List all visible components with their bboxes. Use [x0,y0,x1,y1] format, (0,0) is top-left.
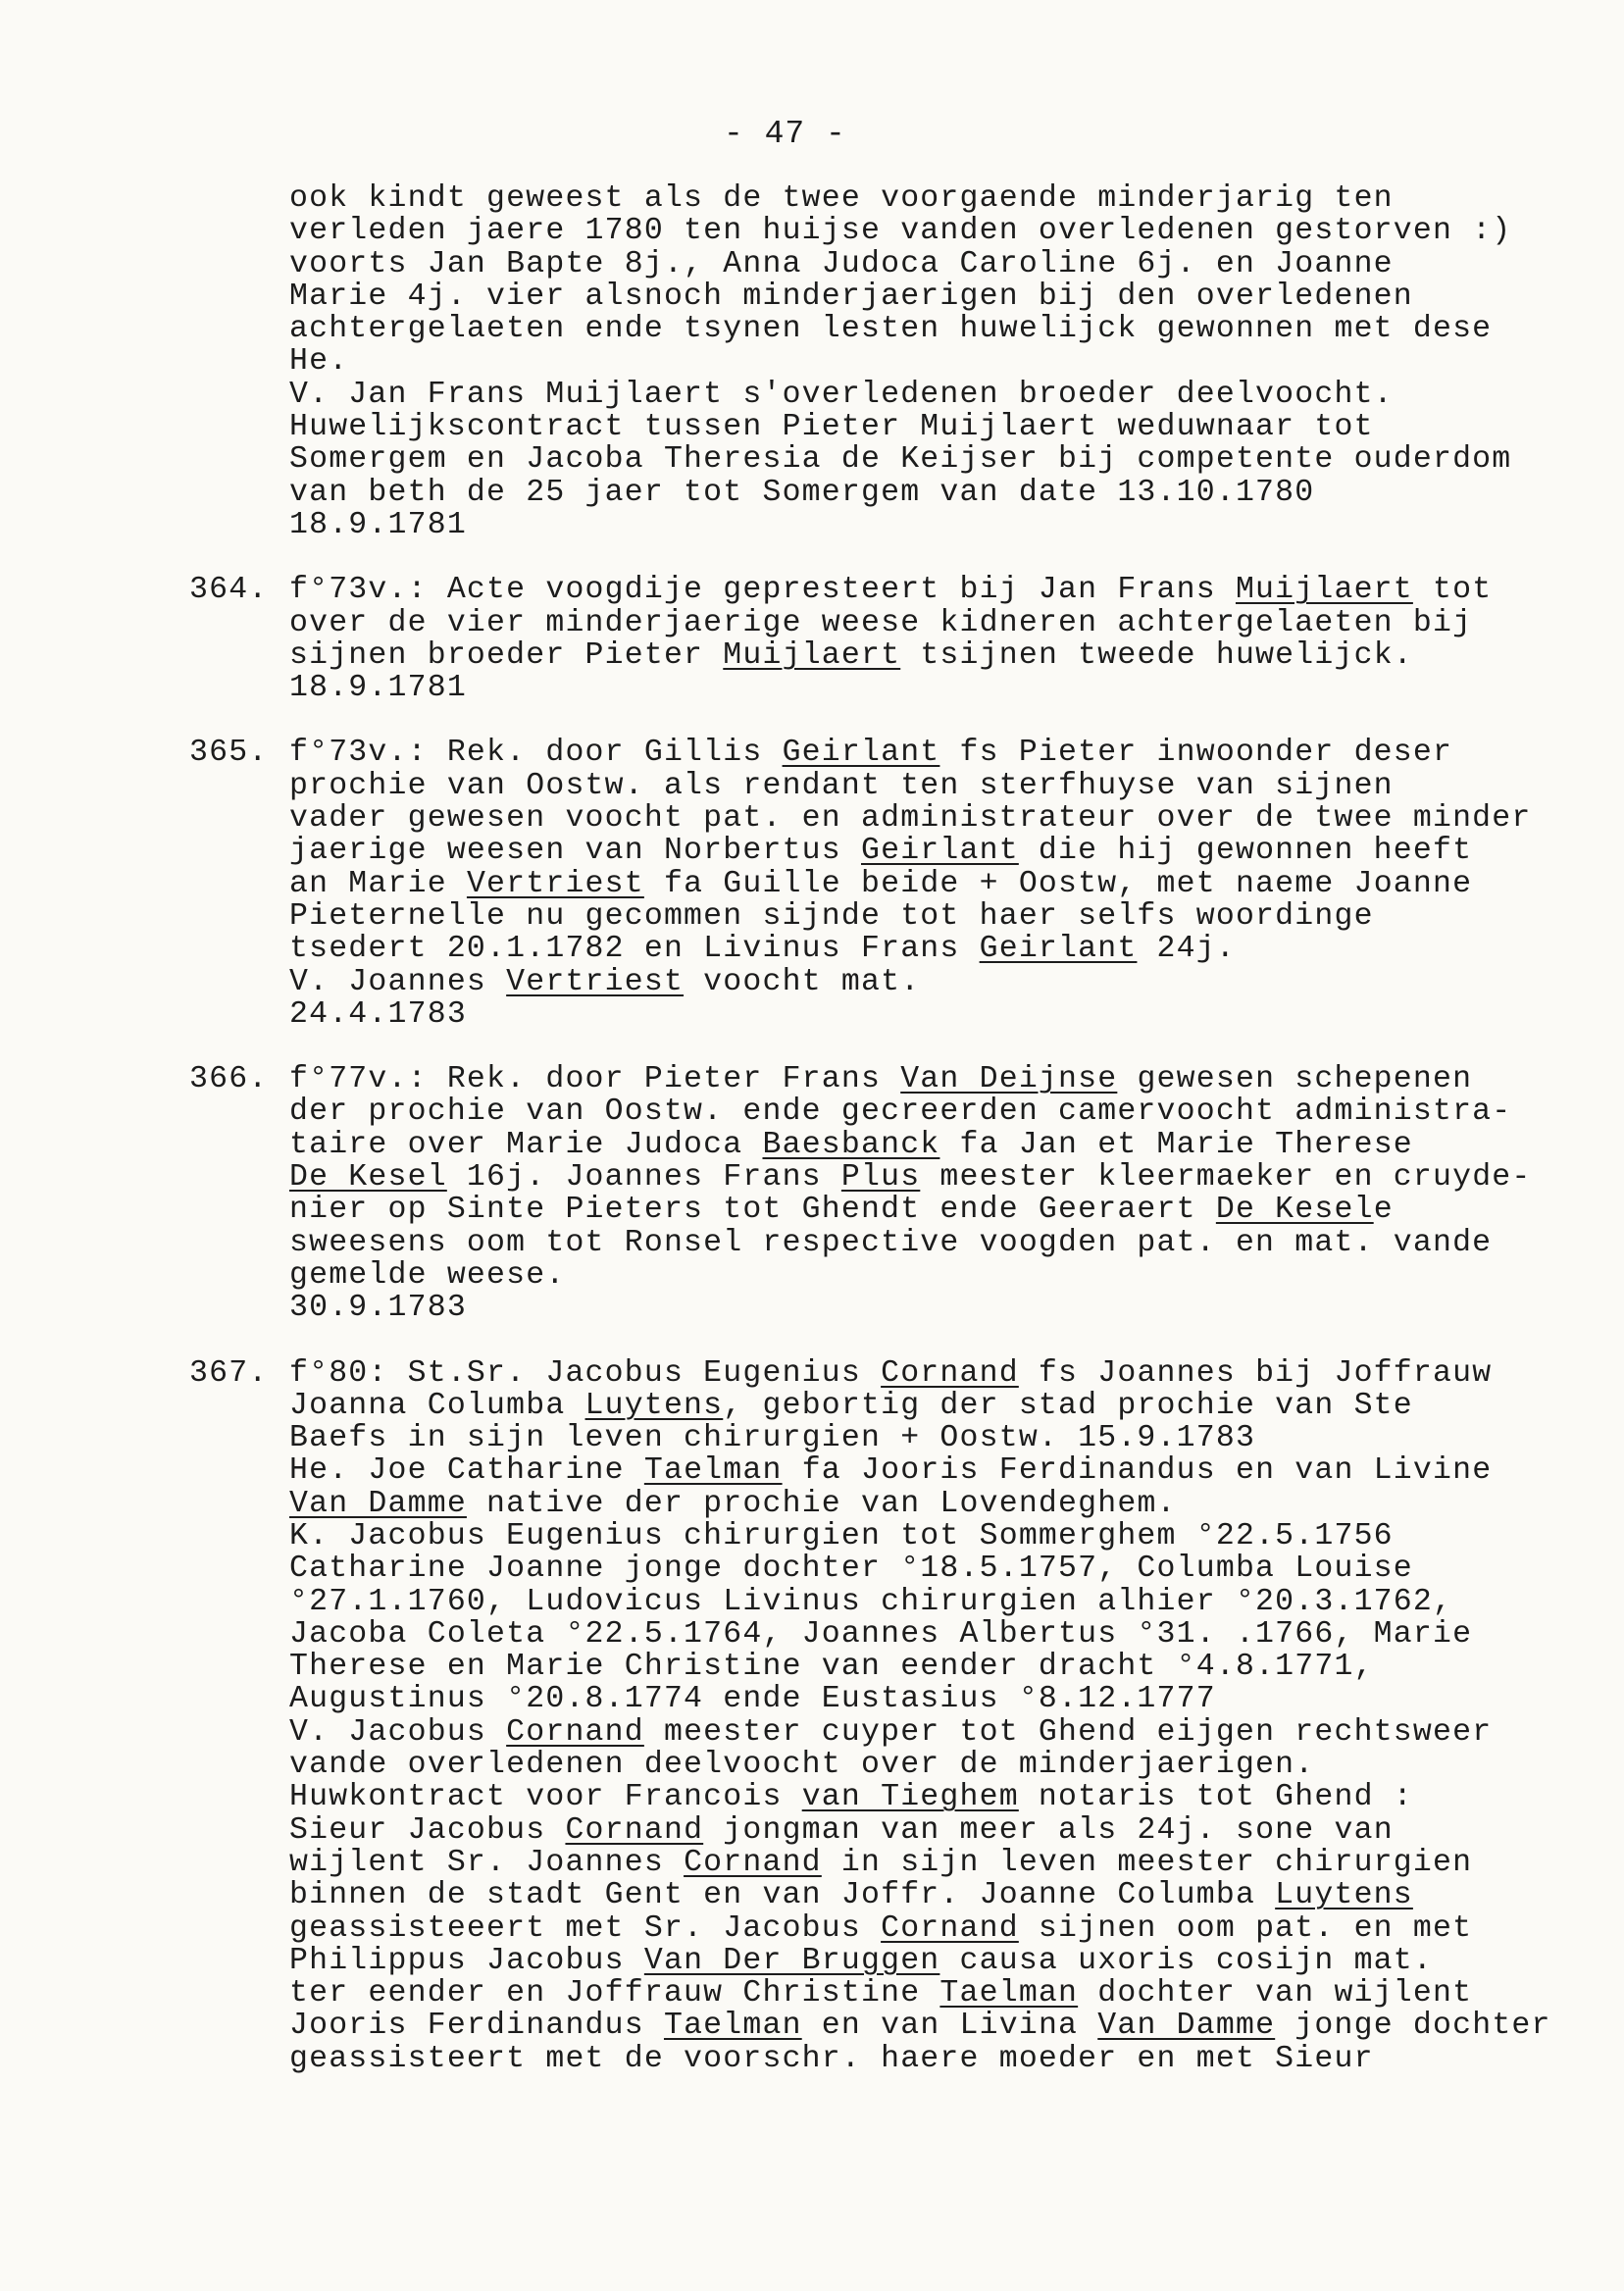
text-line: 30.9.1783 [289,1291,467,1326]
text-line: Van Damme native der prochie van Lovendeghem. [289,1486,1177,1521]
underlined-name: Geirlant [861,834,1019,869]
text-line: ter eender en Joffrauw Christine Taelman dochter van wijlent [289,1976,1473,2011]
text-line: prochie van Oostw. als rendant ten sterfhuyse van sijnen [289,768,1394,803]
text-line: van beth de 25 jaer tot Somergem van date 13.10.1780 [289,475,1315,510]
entry [189,573,1584,706]
text-line: Augustinus °20.8.1774 ende Eustasius °8.12.1777 [289,1682,1216,1717]
page-number: - 47 - [724,116,846,152]
underlined-name: Taelman [939,1976,1079,2011]
text-line: achtergelaeten ende tsynen lesten huwelijck gewonnen met dese [289,312,1493,347]
underlined-name: Van Deijnse [900,1062,1118,1097]
text-line: V. Jacobus Cornand meester cuyper tot Ghend eijgen rechtsweer [289,1714,1493,1750]
underlined-name: van Tieghem [801,1780,1019,1815]
text-line: Huwelijkscontract tussen Pieter Muijlaert weduwnaar tot [289,410,1374,445]
text-line: vande overledenen deelvoocht over de minderjaerigen. [289,1748,1315,1783]
text-line: 18.9.1781 [289,671,467,706]
text-line: V. Jan Frans Muijlaert s'overledenen broeder deelvoocht. [289,377,1394,412]
text-line: verleden jaere 1780 ten huijse vanden overledenen gestorven :) [289,214,1512,249]
text-line: Therese en Marie Christine van eender dracht °4.8.1771, [289,1650,1374,1685]
text-line: tsedert 20.1.1782 en Livinus Frans Geirlant 24j. [289,932,1236,967]
underlined-name: Van Damme [289,1486,467,1521]
text-line: Catharine Joanne jonge dochter °18.5.1757, Columba Louise [289,1552,1413,1587]
text-line: jaerige weesen van Norbertus Geirlant die hij gewonnen heeft [289,834,1473,869]
entry-number: 365. [189,736,269,771]
underlined-name: Cornand [565,1812,704,1848]
underlined-name: Luytens [584,1388,724,1423]
text-line: nier op Sinte Pieters tot Ghendt ende Geeraert De Kesele [289,1193,1394,1228]
text-line: Baefs in sijn leven chirurgien + Oostw. 15.9.1783 [289,1421,1256,1456]
text-line: over de vier minderjaerige weese kidneren achtergelaeten bij [289,605,1473,640]
entry-number: 366. [189,1062,269,1097]
underlined-name: Taelman [663,2009,802,2044]
underlined-name: Van Der Bruggen [643,1943,940,1978]
text-line: Sieur Jacobus Cornand jongman van meer als 24j. sone van [289,1812,1394,1848]
text-line: f°80: St.Sr. Jacobus Eugenius Cornand fs Joannes bij Joffrauw [289,1355,1493,1391]
text-line: der prochie van Oostw. ende gecreerden camervoocht administra- [289,1095,1512,1130]
underlined-name: Muijlaert [1235,573,1413,608]
text-line: binnen de stadt Gent en van Joffr. Joanne Columba Luytens [289,1878,1413,1913]
text-line: vader gewesen voocht pat. en administrateur over de twee minder [289,801,1532,837]
underlined-name: Geirlant [782,736,940,771]
text-line: De Kesel 16j. Joannes Frans Plus meester kleermaeker en cruyde- [289,1160,1532,1196]
entry-number: 367. [189,1355,269,1391]
text-line: He. [289,344,349,380]
text-line: Huwkontract voor Francois van Tieghem notaris tot Ghend : [289,1780,1413,1815]
text-line: Joanna Columba Luytens, gebortig der stad prochie van Ste [289,1388,1413,1423]
entry-list [189,573,1584,2076]
text-line: Somergem en Jacoba Theresia de Keijser bij competente ouderdom [289,442,1512,478]
text-line: f°73v.: Rek. door Gillis Geirlant fs Pieter inwoonder deser [289,736,1453,771]
text-line: wijlent Sr. Joannes Cornand in sijn leven meester chirurgien [289,1845,1473,1880]
underlined-name: Cornand [506,1714,644,1750]
text-line: f°77v.: Rek. door Pieter Frans Van Deijnse gewesen schepenen [289,1062,1473,1097]
text-line: Pieternelle nu gecommen sijnde tot haer selfs woordinge [289,898,1374,934]
text-line: sweesens oom tot Ronsel respective voogden pat. en mat. vande [289,1225,1493,1260]
underlined-name: De Kesel [289,1160,447,1196]
text-line: 24.4.1783 [289,996,467,1032]
underlined-name: Luytens [1275,1878,1413,1913]
underlined-name: Cornand [881,1355,1019,1391]
text-line: Marie 4j. vier alsnoch minderjaerigen bij den overledenen [289,279,1413,314]
underlined-name: De Kesel [1215,1193,1374,1228]
text-line: He. Joe Catharine Taelman fa Jooris Ferdinandus en van Livine [289,1453,1493,1489]
underlined-name: Cornand [684,1845,822,1880]
underlined-name: Plus [840,1160,921,1196]
text-line: ook kindt geweest als de twee voorgaende minderjarig ten [289,181,1394,216]
underlined-name: Van Damme [1097,2009,1276,2044]
text-line: 18.9.1781 [289,507,467,542]
text-line: an Marie Vertriest fa Guille beide + Oostw, met naeme Joanne [289,866,1473,901]
text-line: geassisteert met de voorschr. haere moeder en met Sieur [289,2041,1374,2076]
entry [189,736,1584,1032]
text-line: V. Joannes Vertriest voocht mat. [289,964,921,999]
continuation-paragraph [289,182,1584,541]
text-line: sijnen broeder Pieter Muijlaert tsijnen tweede huwelijck. [289,637,1413,673]
text-line: geassisteeert met Sr. Jacobus Cornand sijnen oom pat. en met [289,1910,1473,1946]
entry [189,1062,1584,1326]
text-line: Philippus Jacobus Van Der Bruggen causa uxoris cosijn mat. [289,1943,1433,1978]
underlined-name: Taelman [643,1453,783,1489]
underlined-name: Vertriest [466,866,644,901]
text-line: Jooris Ferdinandus Taelman en van Livina Van Damme jonge dochter [289,2009,1551,2044]
underlined-name: Geirlant [979,932,1138,967]
text-line: taire over Marie Judoca Baesbanck fa Jan et Marie Therese [289,1127,1413,1162]
document-body [189,181,1584,2076]
entry [189,1355,1584,2076]
text-line: f°73v.: Acte voogdije gepresteert bij Jan Frans Muijlaert tot [289,573,1493,608]
text-line: gemelde weese. [289,1257,566,1293]
text-line: °27.1.1760, Ludovicus Livinus chirurgien alhier °20.3.1762, [289,1584,1453,1619]
underlined-name: Muijlaert [723,637,901,673]
entry-number: 364. [189,573,269,608]
underlined-name: Baesbanck [762,1127,940,1162]
underlined-name: Cornand [881,1910,1019,1946]
text-line: K. Jacobus Eugenius chirurgien tot Sommerghem °22.5.1756 [289,1518,1394,1553]
text-line: voorts Jan Bapte 8j., Anna Judoca Caroline 6j. en Joanne [289,246,1394,281]
underlined-name: Vertriest [506,964,685,999]
text-line: Jacoba Coleta °22.5.1764, Joannes Albertus °31. .1766, Marie [289,1616,1473,1652]
